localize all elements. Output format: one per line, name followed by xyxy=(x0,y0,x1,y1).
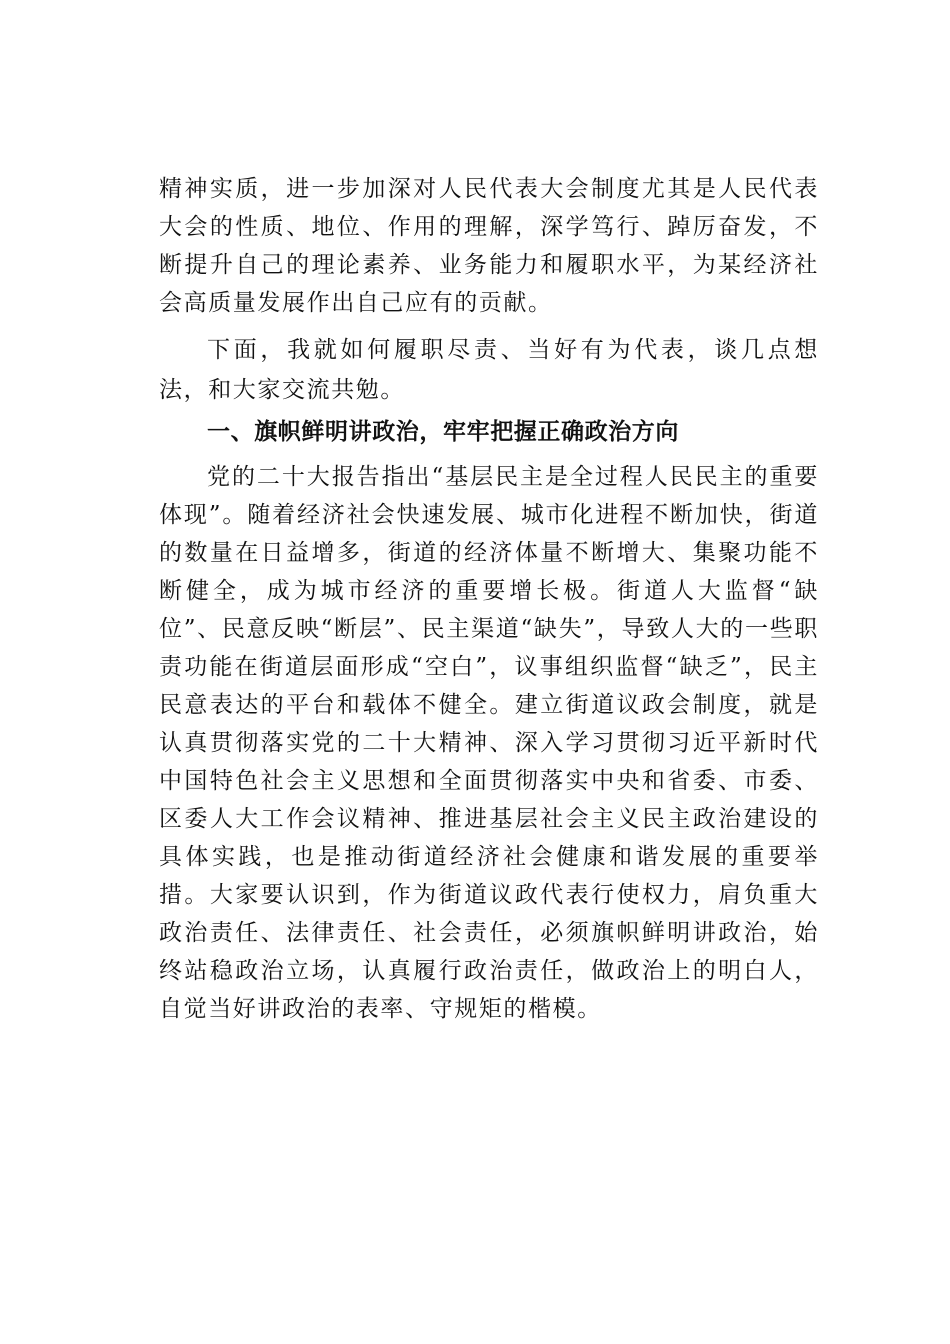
section-heading: 一、旗帜鲜明讲政治，牢牢把握正确政治方向 xyxy=(207,419,679,445)
paragraph-continuation: 精神实质，进一步加深对人民代表大会制度尤其是人民代表大会的性质、地位、作用的理解，深学笃行、踔厉奋发，不断提升自己的理论素养、业务能力和履职水平，为某经济社会高质量发展作出自己应有的贡献。 xyxy=(159,176,819,316)
paragraph-body: 党的二十大报告指出“基层民主是全过程人民民主的重要体现”。随着经济社会快速发展、城市化进程不断加快，街道的数量在日益增多，街道的经济体量不断增大、集聚功能不断健全，成为城市经济的重要增长极。街道人大监督“缺位”、民意反映“断层”、民主渠道“缺失”，导致人大的一些职责功能在街道层面形成“空白”，议事组织监督“缺乏”，民主民意表达的平台和载体不健全。建立街道议政会制度，就是认真贯彻落实党的二十大精神、深入学习贯彻习近平新时代中国特色社会主义思想和全面贯彻落实中央和省委、市委、区委人大工作会议精神、推进基层社会主义民主政治建设的具体实践，也是推动街道经济社会健康和谐发展的重要举措。大家要认识到，作为街道议政代表行使权力，肩负重大政治责任、法律责任、社会责任，必须旗帜鲜明讲政治，始终站稳政治立场，认真履行政治责任，做政治上的明白人，自觉当好讲政治的表率、守规矩的楷模。 xyxy=(159,464,819,1022)
paragraph-intro: 下面，我就如何履职尽责、当好有为代表，谈几点想法，和大家交流共勉。 xyxy=(159,337,819,403)
